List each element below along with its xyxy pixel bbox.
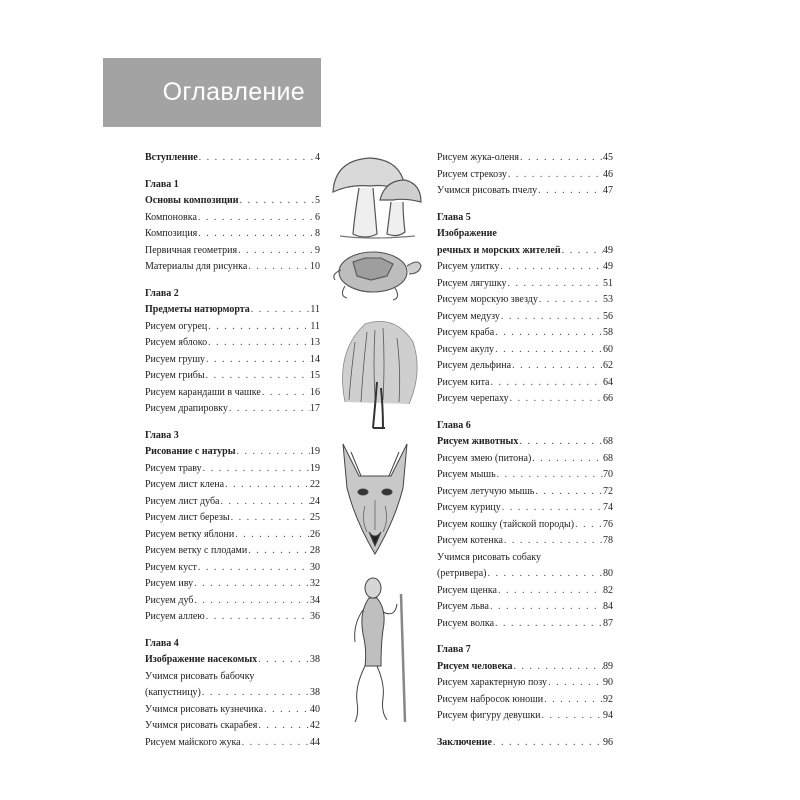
toc-entry-title: Учимся рисовать пчелу xyxy=(437,185,538,196)
toc-entry[interactable] xyxy=(437,276,613,293)
toc-entry-page: 89 xyxy=(603,660,613,672)
toc-leader-dots xyxy=(257,718,310,735)
toc-entry[interactable] xyxy=(145,652,320,669)
toc-leader-dots xyxy=(494,325,603,342)
toc-leader-dots xyxy=(250,302,311,319)
toc-entry-title: Рисуем летучую мышь xyxy=(437,485,535,497)
toc-entry[interactable] xyxy=(145,302,320,319)
toc-entry[interactable] xyxy=(145,593,320,610)
toc-entry[interactable] xyxy=(437,325,613,342)
toc-leader-dots xyxy=(197,226,315,243)
toc-entry-page: 10 xyxy=(310,261,320,272)
toc-entry-title: Рисуем набросок юноши xyxy=(437,693,544,705)
toc-entry-page: 32 xyxy=(310,578,320,589)
toc-entry-title: Рисуем льва xyxy=(437,601,489,612)
toc-entry-page: 56 xyxy=(603,310,613,322)
section-gap xyxy=(437,632,613,642)
toc-entry-page: 30 xyxy=(310,561,320,573)
toc-right-column xyxy=(437,150,613,751)
toc-entry-title: Рисуем куст xyxy=(145,561,197,573)
section-gap xyxy=(145,276,320,286)
toc-entry-page: 68 xyxy=(603,452,613,464)
toc-entry-page: 44 xyxy=(310,736,320,748)
toc-entry[interactable] xyxy=(145,210,320,227)
toc-entry-title: Рисуем кита xyxy=(437,376,490,388)
toc-entry[interactable] xyxy=(437,243,613,260)
section-gap xyxy=(145,626,320,636)
toc-entry-title: Рисуем животных xyxy=(437,436,519,447)
toc-entry-page: 82 xyxy=(603,584,613,596)
page-title: Оглавление xyxy=(162,78,305,106)
toc-leader-dots xyxy=(509,391,603,408)
toc-entry[interactable] xyxy=(437,358,613,375)
toc-entry-page: 28 xyxy=(310,545,320,556)
toc-entry-title: Рисуем характерную позу xyxy=(437,677,548,688)
section-gap xyxy=(437,200,613,210)
toc-entry-title: Рисуем майского жука xyxy=(145,736,241,748)
toc-entry[interactable] xyxy=(145,702,320,719)
toc-entry-page: 38 xyxy=(310,687,320,698)
toc-entry-title: Рисуем дуб xyxy=(145,594,194,606)
toc-entry[interactable] xyxy=(145,576,320,593)
toc-entry-page: 25 xyxy=(310,512,320,523)
section-gap xyxy=(437,725,613,735)
toc-entry-page: 19 xyxy=(310,462,320,474)
toc-entry-title: Рисуем акулу xyxy=(437,343,495,355)
toc-entry-title: (ретривера) xyxy=(437,568,487,579)
toc-entry-title: Рисуем мышь xyxy=(437,469,496,480)
toc-entry-title: Рисуем улитку xyxy=(437,261,500,272)
toc-leader-dots xyxy=(261,385,310,402)
willow-tree-illustration xyxy=(325,312,425,430)
toc-leader-dots xyxy=(499,259,603,276)
toc-entry-title: Рисуем яблоко xyxy=(145,337,208,348)
toc-entry[interactable] xyxy=(437,533,613,550)
toc-entry-title: Рисование с натуры xyxy=(145,446,236,457)
toc-entry-page: 96 xyxy=(603,736,613,748)
title-banner xyxy=(103,58,321,127)
toc-leader-dots xyxy=(193,593,310,610)
toc-entry-title: Компоновка xyxy=(145,211,197,223)
section-gap xyxy=(145,418,320,428)
chapter-label: Глава 4 xyxy=(145,637,179,649)
toc-entry[interactable] xyxy=(145,477,320,494)
toc-entry-title: Рисуем черепаху xyxy=(437,393,509,404)
chapter-label: Глава 1 xyxy=(145,178,179,190)
toc-leader-dots xyxy=(247,259,310,276)
toc-entry-title: Изображение насекомых xyxy=(145,654,258,665)
toc-entry[interactable] xyxy=(437,183,613,200)
toc-entry[interactable] xyxy=(437,692,613,709)
chapter-label: Глава 2 xyxy=(145,287,179,299)
toc-leader-dots xyxy=(543,692,603,709)
toc-leader-dots xyxy=(500,309,603,326)
toc-entry-page: 14 xyxy=(310,353,320,365)
toc-entry-page: 19 xyxy=(310,446,320,457)
toc-entry[interactable] xyxy=(145,685,320,702)
toc-leader-dots xyxy=(220,494,311,511)
toc-entry-page: 42 xyxy=(310,720,320,731)
toc-entry-title: Рисуем лист дуба xyxy=(145,495,220,507)
toc-entry[interactable] xyxy=(437,342,613,359)
toc-leader-dots xyxy=(257,652,310,669)
toc-entry-title: Рисуем фигуру девушки xyxy=(437,710,541,721)
toc-entry[interactable] xyxy=(437,167,613,184)
toc-entry[interactable] xyxy=(437,517,613,534)
toc-entry-title: речных и морских жителей xyxy=(437,244,561,256)
toc-entry-page: 36 xyxy=(310,611,320,622)
toc-entry[interactable] xyxy=(145,609,320,626)
toc-entry-page: 60 xyxy=(603,343,613,355)
toc-entry-title: Рисуем лист березы xyxy=(145,512,230,523)
toc-entry-page: 58 xyxy=(603,327,613,338)
toc-entry-title: Рисуем лягушку xyxy=(437,277,507,289)
toc-entry-page: 62 xyxy=(603,360,613,371)
toc-entry-title: Рисуем медузу xyxy=(437,310,500,322)
toc-entry-title: Рисуем дельфина xyxy=(437,360,512,371)
toc-entry[interactable] xyxy=(145,193,320,210)
toc-entry-page: 78 xyxy=(603,535,613,546)
toc-entry-page: 53 xyxy=(603,294,613,305)
toc-entry[interactable] xyxy=(145,226,320,243)
toc-entry-title: Рисуем грибы xyxy=(145,370,205,381)
toc-entry[interactable] xyxy=(437,659,613,676)
toc-entry[interactable] xyxy=(145,510,320,527)
toc-leader-dots xyxy=(518,434,603,451)
toc-entry-page: 49 xyxy=(603,261,613,272)
toc-entry-title: Рисуем лист клена xyxy=(145,479,225,490)
toc-entry[interactable] xyxy=(437,599,613,616)
toc-entry-title-line: Учимся рисовать бабочку xyxy=(145,670,255,682)
toc-entry-title: Рисуем щенка xyxy=(437,584,497,596)
toc-entry-title: Учимся рисовать кузнечика xyxy=(145,703,264,715)
toc-leader-dots xyxy=(547,675,603,692)
toc-entry-title: Рисуем карандаши в чашке xyxy=(145,386,261,398)
toc-left-column xyxy=(145,150,320,751)
toc-entry-page: 22 xyxy=(310,479,320,490)
toc-leader-dots xyxy=(531,451,603,468)
toc-leader-dots xyxy=(540,708,603,725)
toc-entry-title: Рисуем стрекозу xyxy=(437,168,507,180)
toc-entry[interactable] xyxy=(437,675,613,692)
toc-entry-title: Учимся рисовать скарабея xyxy=(145,720,258,731)
toc-leader-dots xyxy=(538,292,603,309)
toc-leader-dots xyxy=(534,484,603,501)
toc-entry-page: 94 xyxy=(603,710,613,721)
toc-entry[interactable] xyxy=(437,616,613,633)
toc-leader-dots xyxy=(205,368,310,385)
toc-leader-dots xyxy=(236,444,310,461)
toc-entry-title: Рисуем змею (питона) xyxy=(437,452,532,464)
toc-leader-dots xyxy=(494,342,603,359)
toc-leader-dots xyxy=(241,735,310,752)
toc-entry-page: 90 xyxy=(603,677,613,688)
toc-entry-title: Рисуем ветку с плодами xyxy=(145,545,248,556)
toc-entry-page: 26 xyxy=(310,528,320,540)
toc-entry-page: 66 xyxy=(603,393,613,404)
toc-entry-page: 87 xyxy=(603,617,613,629)
toc-entry[interactable] xyxy=(145,527,320,544)
woman-figure-illustration xyxy=(325,574,425,724)
toc-leader-dots xyxy=(198,150,315,167)
toc-entry[interactable] xyxy=(145,718,320,735)
chapter-label: Глава 7 xyxy=(437,644,471,655)
toc-entry[interactable] xyxy=(437,467,613,484)
toc-entry[interactable] xyxy=(145,560,320,577)
toc-entry-page: 72 xyxy=(603,485,613,497)
toc-entry-title: Рисуем котенка xyxy=(437,535,503,546)
toc-leader-dots xyxy=(497,583,603,600)
toc-leader-dots xyxy=(490,375,604,392)
toc-entry-title: Рисуем жука-оленя xyxy=(437,152,519,163)
toc-entry-page: 24 xyxy=(310,495,320,507)
toc-leader-dots xyxy=(263,702,310,719)
toc-entry-page: 17 xyxy=(310,403,320,414)
toc-leader-dots xyxy=(197,210,315,227)
toc-entry-page: 9 xyxy=(315,244,320,256)
toc-leader-dots xyxy=(507,167,603,184)
toc-entry-title: Вступление xyxy=(145,152,198,163)
toc-entry-title: Материалы для рисунка xyxy=(145,261,248,272)
toc-leader-dots xyxy=(201,685,310,702)
toc-leader-dots xyxy=(503,533,603,550)
toc-leader-dots xyxy=(207,335,310,352)
toc-entry[interactable] xyxy=(437,500,613,517)
turtle-illustration xyxy=(325,240,425,302)
toc-leader-dots xyxy=(492,735,603,752)
toc-entry[interactable] xyxy=(145,401,320,418)
toc-entry-title: Первичная геометрия xyxy=(145,244,238,256)
toc-entry[interactable] xyxy=(437,150,613,167)
toc-entry-page: 11 xyxy=(310,304,320,315)
toc-entry[interactable] xyxy=(145,735,320,752)
toc-leader-dots xyxy=(237,243,315,260)
toc-entry-title: Рисуем траву xyxy=(145,462,202,474)
toc-entry[interactable] xyxy=(437,484,613,501)
toc-leader-dots xyxy=(197,560,310,577)
toc-entry-page: 47 xyxy=(603,185,613,196)
toc-entry[interactable] xyxy=(145,368,320,385)
mushrooms-illustration xyxy=(325,152,425,240)
toc-entry[interactable] xyxy=(437,259,613,276)
toc-entry[interactable] xyxy=(145,319,320,336)
toc-entry[interactable] xyxy=(437,375,613,392)
wolf-illustration xyxy=(325,436,425,562)
toc-entry[interactable] xyxy=(145,259,320,276)
toc-entry-title: (капустницу) xyxy=(145,687,201,698)
toc-entry-page: 64 xyxy=(603,376,613,388)
chapter-title-line: Изображение xyxy=(437,228,497,239)
toc-leader-dots xyxy=(489,599,603,616)
toc-leader-dots xyxy=(494,616,603,633)
chapter-label: Глава 3 xyxy=(145,429,179,441)
toc-leader-dots xyxy=(202,461,310,478)
toc-entry-title: Заключение xyxy=(437,736,492,748)
toc-entry-title: Рисуем огурец xyxy=(145,320,208,332)
toc-leader-dots xyxy=(496,467,603,484)
toc-entry[interactable] xyxy=(145,444,320,461)
toc-entry[interactable] xyxy=(437,292,613,309)
toc-entry-page: 13 xyxy=(310,337,320,348)
toc-entry-title: Предметы натюрморта xyxy=(145,304,250,315)
toc-entry[interactable] xyxy=(145,243,320,260)
toc-entry-title: Рисуем иву xyxy=(145,578,194,589)
section-gap xyxy=(145,167,320,177)
toc-leader-dots xyxy=(247,543,310,560)
toc-entry-page: 84 xyxy=(603,601,613,612)
toc-entry-page: 15 xyxy=(310,370,320,381)
toc-leader-dots xyxy=(230,510,310,527)
toc-entry-title: Рисуем краба xyxy=(437,327,495,338)
toc-leader-dots xyxy=(501,500,603,517)
toc-entry[interactable] xyxy=(437,708,613,725)
toc-leader-dots xyxy=(205,352,310,369)
toc-entry-title: Основы композиции xyxy=(145,195,239,206)
toc-entry-page: 45 xyxy=(603,152,613,163)
toc-entry-title: Рисуем драпировку xyxy=(145,403,228,414)
toc-entry[interactable] xyxy=(145,150,320,167)
toc-entry[interactable] xyxy=(145,335,320,352)
toc-leader-dots xyxy=(519,150,603,167)
toc-entry[interactable] xyxy=(437,451,613,468)
toc-leader-dots xyxy=(207,319,310,336)
toc-entry-title: Рисуем человека xyxy=(437,660,513,672)
toc-entry-title: Рисуем курицу xyxy=(437,502,501,513)
toc-entry-title-line: Учимся рисовать собаку xyxy=(437,551,541,563)
toc-leader-dots xyxy=(537,183,603,200)
toc-leader-dots xyxy=(205,609,310,626)
toc-entry-title: Рисуем волка xyxy=(437,617,495,629)
toc-entry-page: 40 xyxy=(310,703,320,715)
toc-entry-page: 34 xyxy=(310,594,320,606)
toc-leader-dots xyxy=(513,659,603,676)
toc-leader-dots xyxy=(486,566,603,583)
toc-entry[interactable] xyxy=(437,309,613,326)
toc-entry[interactable] xyxy=(145,385,320,402)
toc-entry[interactable] xyxy=(145,352,320,369)
toc-leader-dots xyxy=(506,276,603,293)
toc-leader-dots xyxy=(239,193,315,210)
toc-entry-page: 80 xyxy=(603,568,613,579)
toc-entry[interactable] xyxy=(145,461,320,478)
toc-entry-page: 76 xyxy=(603,518,613,530)
toc-leader-dots xyxy=(224,477,310,494)
toc-entry[interactable] xyxy=(437,434,613,451)
toc-leader-dots xyxy=(234,527,310,544)
toc-entry-page: 68 xyxy=(603,436,613,447)
section-gap xyxy=(437,408,613,418)
chapter-label: Глава 5 xyxy=(437,211,471,223)
toc-entry[interactable] xyxy=(145,543,320,560)
toc-leader-dots xyxy=(228,401,310,418)
toc-entry[interactable] xyxy=(437,735,613,752)
toc-entry-page: 16 xyxy=(310,386,320,398)
toc-entry-title: Рисуем морскую звезду xyxy=(437,294,538,305)
toc-leader-dots xyxy=(561,243,603,260)
toc-entry[interactable] xyxy=(145,494,320,511)
toc-entry-page: 6 xyxy=(315,211,320,223)
toc-entry-title: Рисуем кошку (тайской породы) xyxy=(437,518,575,530)
toc-leader-dots xyxy=(193,576,310,593)
toc-entry-page: 51 xyxy=(603,277,613,289)
toc-entry[interactable] xyxy=(437,566,613,583)
toc-entry-title: Рисуем аллею xyxy=(145,611,205,622)
toc-entry[interactable] xyxy=(437,583,613,600)
toc-entry-title: Рисуем ветку яблони xyxy=(145,528,235,540)
toc-entry-page: 8 xyxy=(315,228,320,239)
toc-entry[interactable] xyxy=(437,391,613,408)
toc-entry-page: 49 xyxy=(603,244,613,256)
toc-entry-page: 46 xyxy=(603,168,613,180)
toc-leader-dots xyxy=(511,358,603,375)
toc-entry-page: 4 xyxy=(315,152,320,163)
toc-entry-page: 5 xyxy=(315,195,320,206)
toc-entry-title: Рисуем грушу xyxy=(145,353,206,365)
toc-entry-page: 74 xyxy=(603,502,613,513)
toc-leader-dots xyxy=(574,517,603,534)
toc-entry-page: 92 xyxy=(603,693,613,705)
toc-entry-page: 38 xyxy=(310,654,320,665)
toc-entry-title: Композиция xyxy=(145,228,198,239)
toc-entry-page: 11 xyxy=(310,320,320,332)
chapter-label: Глава 6 xyxy=(437,419,471,431)
toc-entry-page: 70 xyxy=(603,469,613,480)
